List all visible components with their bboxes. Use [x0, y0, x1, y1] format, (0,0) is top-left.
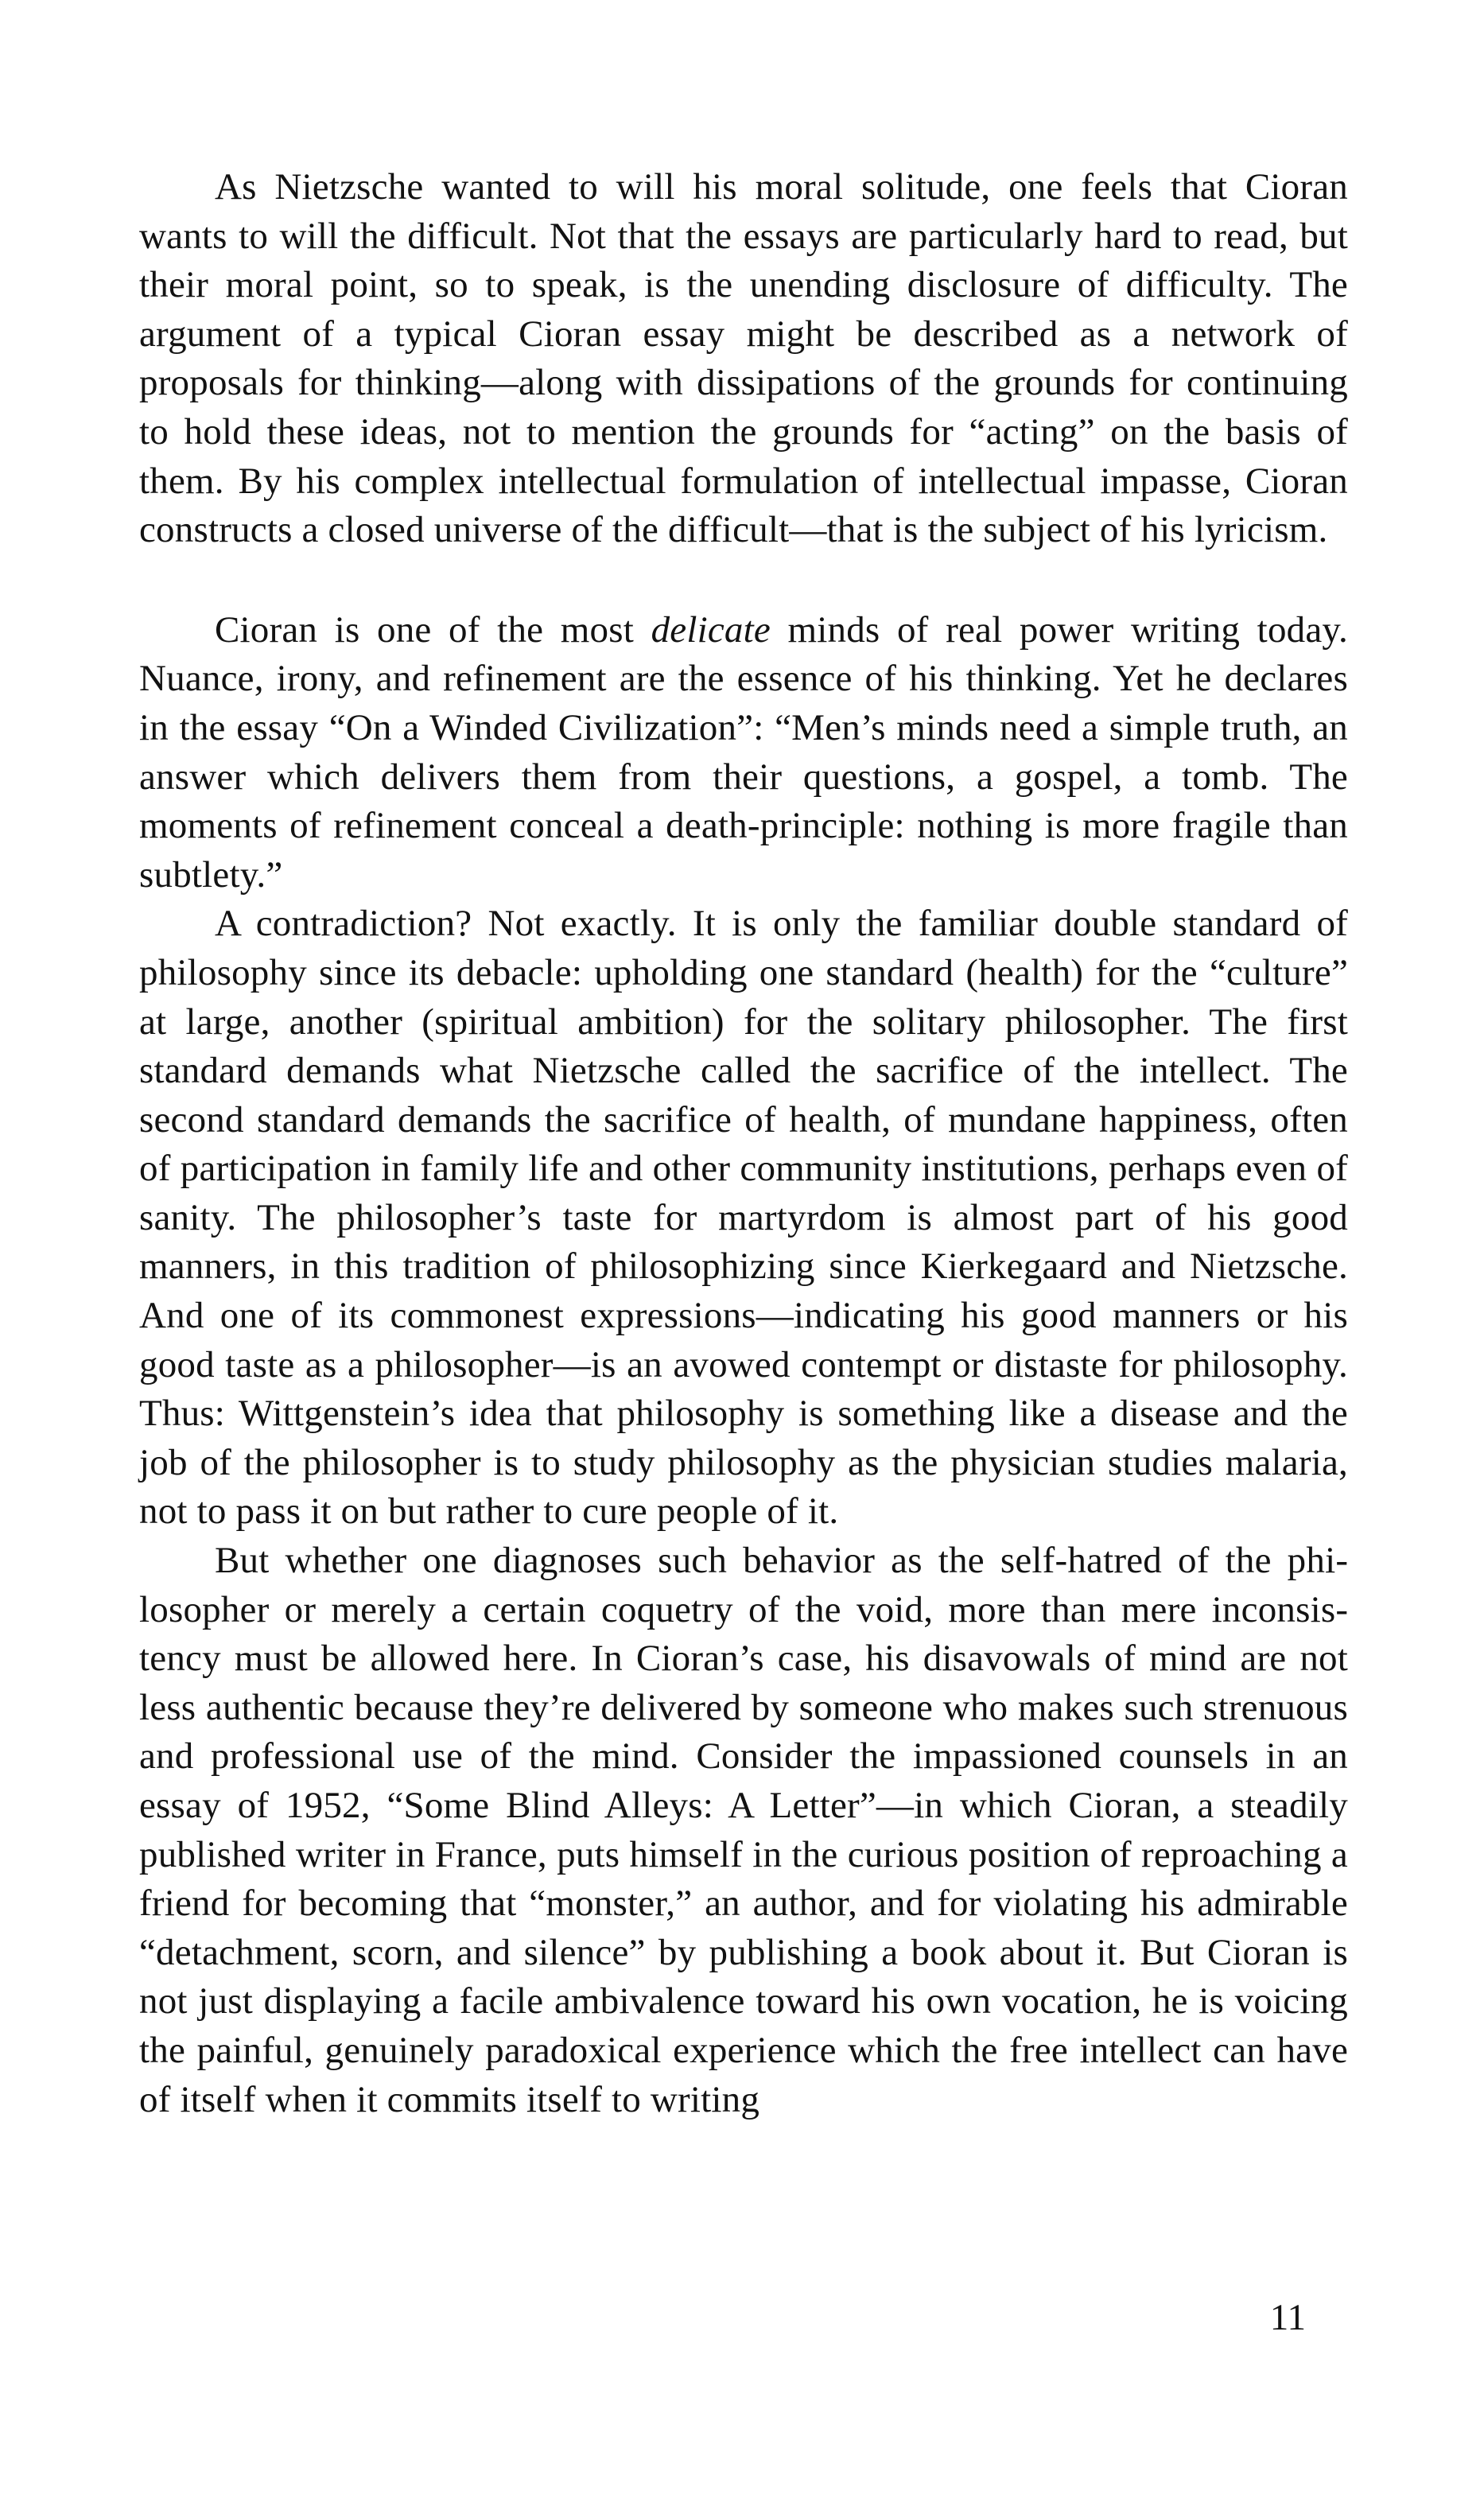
text-run: Cioran is one of the most — [215, 608, 651, 651]
text-run: minds of real power writing today. Nuance, irony, and refinement are the essence of his thinking. Yet he declares in the essay “On a Winded Civilization”: “Men’s minds need a simple truth, an answer which delivers them from their questions, a gospel, a tomb. The moments of refinement conceal a death-principle: nothing is more fragile than subtlety.” — [139, 608, 1348, 896]
body-text — [139, 163, 1348, 2124]
text-run: But whether one diagnoses such behavior as the self-hatred of the philosopher or merely a certain coquetry of the void, more than mere inconsistency must be allowed here. In Cioran’s case, his disavowals of mind are not less authentic because they’re delivered by someone who makes such strenuous and professional use of the mind. Consider the impassioned counsels in an essay of 1952, “Some Blind Alleys: A Letter”—in which Cioran, a steadily published writer in France, puts himself in the curious position of reproaching a friend for becoming that “monster,” an author, and for violating his admirable “detachment, scorn, and silence” by publishing a book about it. But Cioran is not just displaying a facile ambivalence toward his own vocation, he is voicing the painful, genuinely paradoxical experience which the free intellect can have of itself when it commits itself to writing — [139, 1540, 1348, 2120]
page-number: 11 — [1269, 2297, 1306, 2338]
paragraph — [139, 900, 1348, 1537]
text-run: As Nietzsche wanted to will his moral solitude, one feels that Cioran wants to will the difficult. Not that the essays are particularly hard to read, but their moral point, so to speak, is the unending disclosure of difficulty. The argument of a typical Cioran essay might be described as a network of proposals for thinking—along with dissipations of the grounds for continuing to hold these ideas, not to mention the grounds for “acting” on the basis of them. By his complex intellectual formulation of intellectual impasse, Cioran constructs a closed universe of the difficult—that is the subject of his lyricism. — [139, 166, 1348, 551]
paragraph — [139, 1537, 1348, 2124]
paragraph — [139, 163, 1348, 555]
section-break — [139, 555, 1348, 606]
italic-text: delicate — [651, 608, 771, 651]
paragraph — [139, 606, 1348, 900]
text-run: A contradiction? Not exactly. It is only the familiar double standard of philosophy since its debacle: upholding one standard (health) for the “culture” at large, another (spiritual ambition) for the solitary philosopher. The first standard demands what Nietzsche called the sacrifice of the intellect. The second standard demands the sacrifice of health, of mundane happiness, often of participation in family life and other community institutions, perhaps even of sanity. The philosopher’s taste for martyrdom is almost part of his good manners, in this tradition of philosophizing since Kierkegaard and Nietzsche. And one of its commonest expressions—indicating his good manners or his good taste as a philosopher—is an avowed contempt or distaste for philosophy. Thus: Wittgenstein’s idea that philosophy is something like a disease and the job of the philosopher is to study philosophy as the physician studies malaria, not to pass it on but rather to cure people of it. — [139, 903, 1348, 1533]
